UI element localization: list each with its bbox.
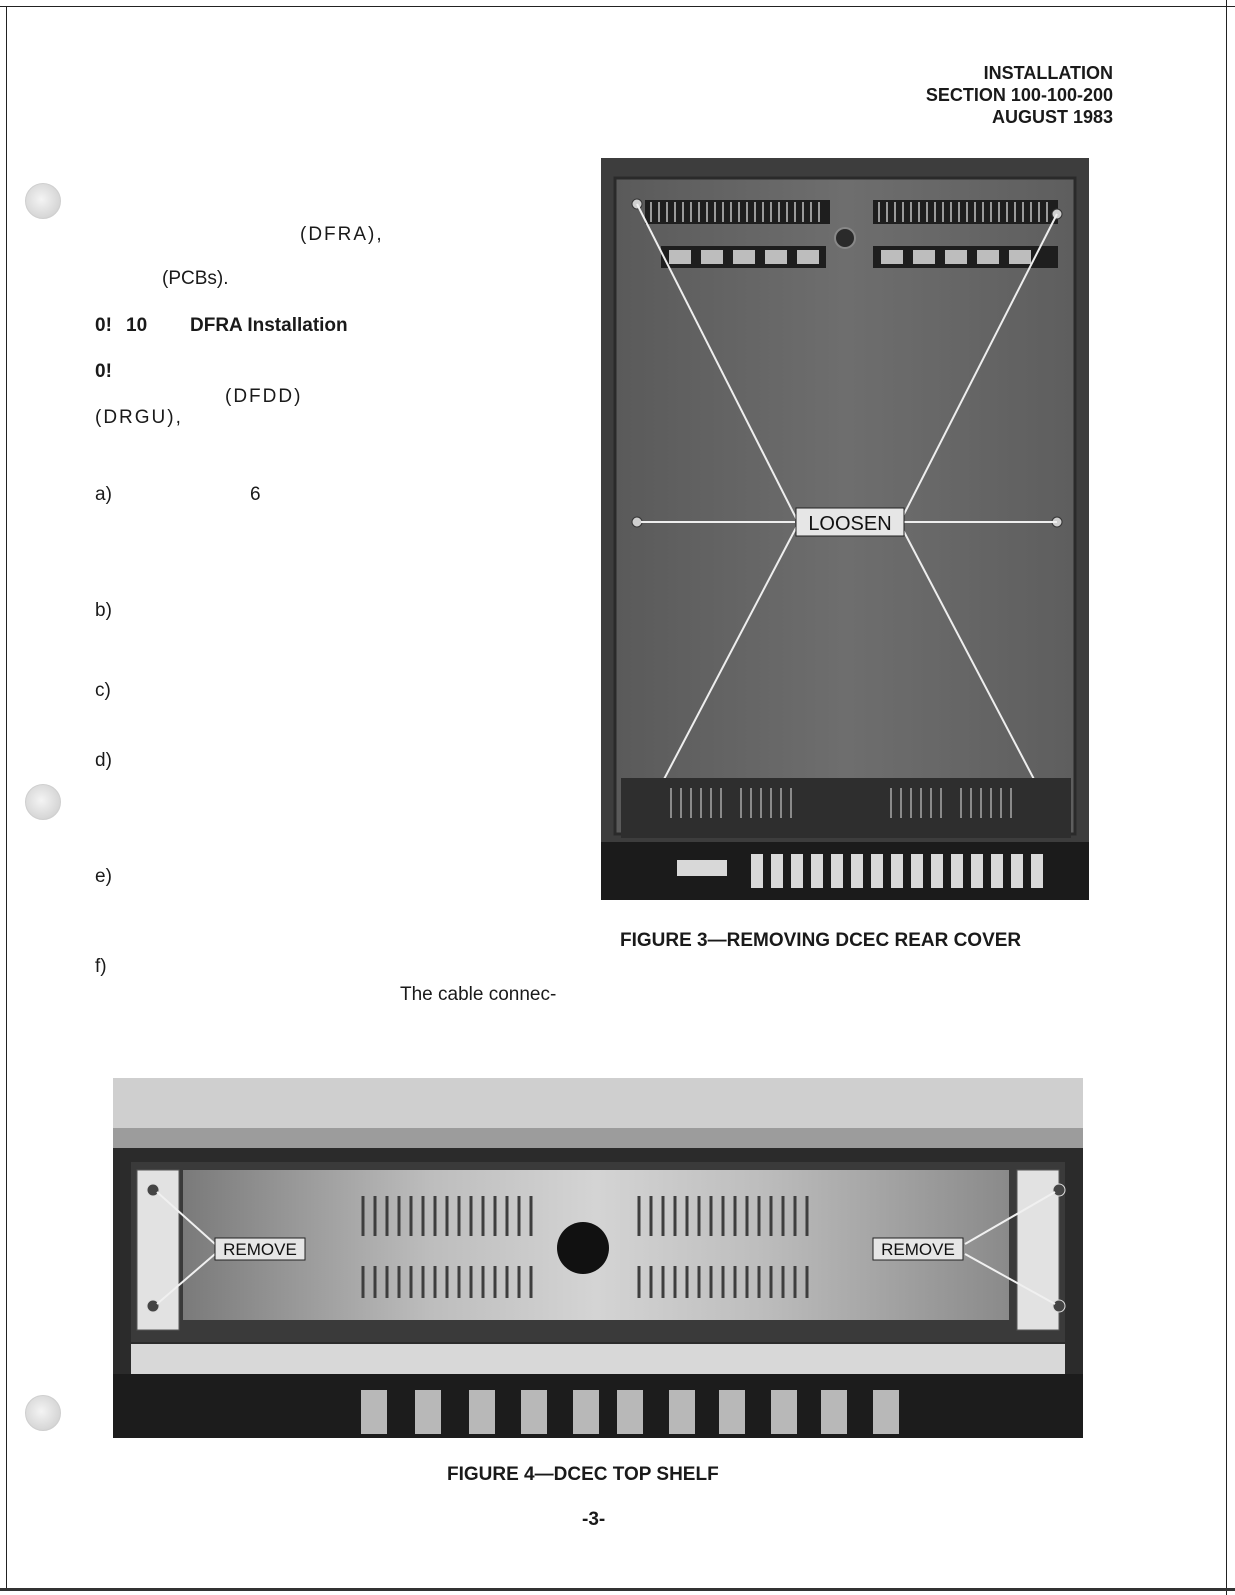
figure-3-illustration <box>601 158 1089 900</box>
step-f-label: f) <box>95 956 107 977</box>
step-c-label: c) <box>95 680 111 701</box>
punch-hole-top <box>25 183 61 219</box>
figure-3-loosen-label: LOOSEN <box>808 513 892 535</box>
page-header <box>926 62 1113 128</box>
punch-hole-bottom <box>25 1395 61 1431</box>
step-d-label: d) <box>95 750 112 771</box>
pcbs-abbreviation: (PCBs). <box>162 268 229 289</box>
header-line-2: SECTION 100-100-200 <box>925 85 1113 105</box>
figure-3-photo <box>601 158 1089 900</box>
figure-4-remove-label-left: REMOVE <box>223 1240 297 1259</box>
dfra-abbreviation: (DFRA), <box>300 224 384 245</box>
page-border-bottom <box>0 1588 1235 1591</box>
paragraph-heading: DFRA Installation <box>190 315 348 336</box>
step-f-text: The cable connec- <box>400 984 557 1005</box>
figure-4-remove-label-right: REMOVE <box>881 1240 955 1259</box>
header-line-3: AUGUST 1983 <box>991 107 1113 127</box>
page-border-top <box>0 6 1235 7</box>
step-a-figure-ref: 6 <box>250 484 261 505</box>
figure-4-illustration <box>113 1078 1083 1438</box>
step-a-label: a) <box>95 484 112 505</box>
page-border-left <box>6 6 7 1591</box>
figure-4-photo <box>113 1078 1083 1438</box>
step-b-label: b) <box>95 600 112 621</box>
page-border-right <box>1226 0 1227 1595</box>
punch-hole-middle <box>25 784 61 820</box>
paragraph-number: 10 <box>126 315 148 336</box>
figure-4-caption: FIGURE 4—DCEC TOP SHELF <box>447 1464 719 1485</box>
paragraph-number-prefix: 0! <box>95 315 112 336</box>
header-line-1: INSTALLATION <box>983 63 1113 83</box>
drgu-abbreviation: (DRGU), <box>95 407 183 428</box>
page-number: -3- <box>582 1509 606 1530</box>
dfdd-abbreviation: (DFDD) <box>225 386 303 407</box>
step-e-label: e) <box>95 866 112 887</box>
figure-3-caption: FIGURE 3—REMOVING DCEC REAR COVER <box>620 930 1022 951</box>
paragraph-number-prefix-2: 0! <box>95 361 112 382</box>
